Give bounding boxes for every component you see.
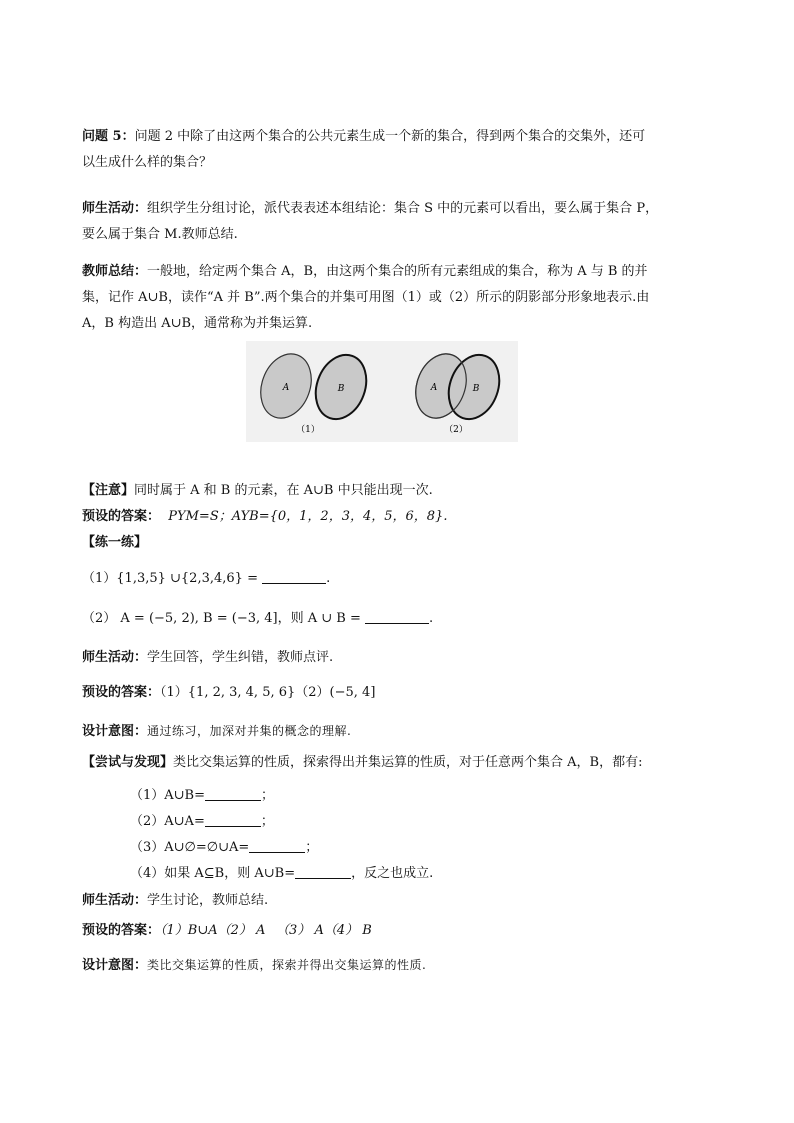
explore-item-4-text: （4）如果 A⊆B，则 A∪B=: [130, 866, 296, 881]
note-text: 同时属于 A 和 B 的元素，在 A∪B 中只能出现一次.: [134, 483, 433, 498]
practice-item-2-text: （2） A = (−5, 2), B = (−3, 4]，则 A ∪ B =: [82, 611, 361, 626]
figure-caption-1: （1）: [296, 425, 320, 435]
set-a-label-1: A: [282, 383, 290, 393]
question-5-label: 问题 5：: [82, 129, 135, 144]
explore-item-4-blank[interactable]: [295, 864, 351, 879]
teacher-summary-line3: A，B 构造出 A∪B，通常称为并集运算.: [82, 316, 313, 331]
activity-1-text-line1: 组织学生分组讨论，派代表表述本组结论：集合 S 中的元素可以看出，要么属于集合 P，: [147, 201, 659, 216]
activity-3: [82, 888, 712, 914]
practice-item-2: [82, 606, 712, 632]
explore-item-2-sep: ；: [260, 814, 274, 829]
activity-3-label: 师生活动：: [82, 893, 148, 908]
note-label: 【注意】: [82, 483, 135, 498]
preset-answer-1-label: 预设的答案：: [82, 509, 161, 524]
explore-item-1-blank[interactable]: [205, 786, 261, 801]
explore-item-1-text: （1）A∪B=: [130, 788, 205, 803]
practice-item-1-end: .: [326, 571, 331, 586]
preset-answer-2-text: （1）{1, 2, 3, 4, 5, 6}（2）(−5, 4]: [160, 685, 376, 700]
explore-item-3-blank[interactable]: [249, 838, 305, 853]
activity-1-text-line2: 要么属于集合 M.教师总结.: [82, 227, 238, 242]
activity-2-label: 师生活动：: [82, 650, 148, 665]
design-intent-1-text: 通过练习，加深对并集的概念的理解.: [147, 724, 352, 738]
explore-item-1-sep: ；: [261, 788, 275, 803]
explore-item-4: [130, 861, 760, 887]
explore-item-2: [130, 809, 760, 835]
figure-caption-2: （2）: [444, 425, 468, 435]
question-5-text-line2: 以生成什么样的集合？: [82, 155, 213, 170]
design-intent-1: [82, 718, 712, 745]
design-intent-2-text: 类比交集运算的性质，探索并得出交集运算的性质.: [147, 958, 427, 972]
design-intent-2: [82, 952, 712, 979]
explore-item-2-text: （2）A∪A=: [130, 814, 205, 829]
set-b-label-1: B: [337, 384, 345, 394]
activity-2-text: 学生回答，学生纠错，教师点评.: [147, 650, 334, 665]
design-intent-1-label: 设计意图：: [82, 724, 148, 739]
question-5-text-line1: 问题 2 中除了由这两个集合的公共元素生成一个新的集合，得到两个集合的交集外，还可: [134, 129, 646, 144]
note: [82, 478, 712, 504]
activity-2: [82, 645, 712, 671]
set-b-label-2: B: [472, 384, 480, 394]
venn-diagram-svg: [246, 341, 518, 442]
practice-item-2-blank[interactable]: [365, 609, 429, 624]
preset-answer-3-text: （1）B∪A（2） A （3） A（4） B: [160, 923, 372, 938]
activity-1: [82, 196, 712, 248]
explore-text: 类比交集运算的性质，探索得出并集运算的性质，对于任意两个集合 A，B，都有:: [173, 755, 643, 770]
preset-answer-1: [82, 504, 712, 530]
explore-item-4-tail: ，反之也成立.: [351, 866, 434, 881]
venn-figure: [246, 341, 518, 442]
explore-item-3-sep: ；: [305, 840, 319, 855]
explore-item-2-blank[interactable]: [205, 812, 261, 827]
teacher-summary: [82, 259, 712, 337]
activity-1-label: 师生活动：: [82, 201, 148, 216]
explore-label: 【尝试与发现】: [82, 755, 174, 770]
practice-item-1-text: （1）{1,3,5} ∪{2,3,4,6} =: [82, 571, 258, 586]
preset-answer-1-text: PYM=S；AYB={0，1，2，3，4，5，6，8}.: [168, 509, 448, 524]
explore-item-3-text: （3）A∪∅=∅∪A=: [130, 840, 250, 855]
design-intent-2-label: 设计意图：: [82, 958, 148, 973]
set-a-label-2: A: [430, 383, 438, 393]
practice-item-1-blank[interactable]: [262, 569, 326, 584]
teacher-summary-label: 教师总结：: [82, 264, 148, 279]
practice-title: 【练一练】: [82, 535, 148, 550]
preset-answer-2-label: 预设的答案：: [82, 685, 161, 700]
practice-item-2-end: .: [429, 611, 434, 626]
preset-answer-3-label: 预设的答案：: [82, 923, 161, 938]
teacher-summary-line2: 集，记作 A∪B，读作“A 并 B”.两个集合的并集可用图（1）或（2）所示的阴影部分形象地表示.由: [82, 290, 650, 305]
practice-item-1: [82, 566, 712, 592]
preset-answer-2: [82, 680, 712, 706]
teacher-summary-line1: 一般地，给定两个集合 A，B，由这两个集合的所有元素组成的集合，称为 A 与 B 的并: [147, 264, 648, 279]
activity-3-text: 学生讨论，教师总结.: [147, 893, 269, 908]
question-5: [82, 124, 712, 176]
explore-item-3: [130, 835, 760, 861]
preset-answer-3: [82, 918, 712, 944]
explore-item-1: [130, 783, 760, 809]
explore-section: [82, 750, 712, 776]
